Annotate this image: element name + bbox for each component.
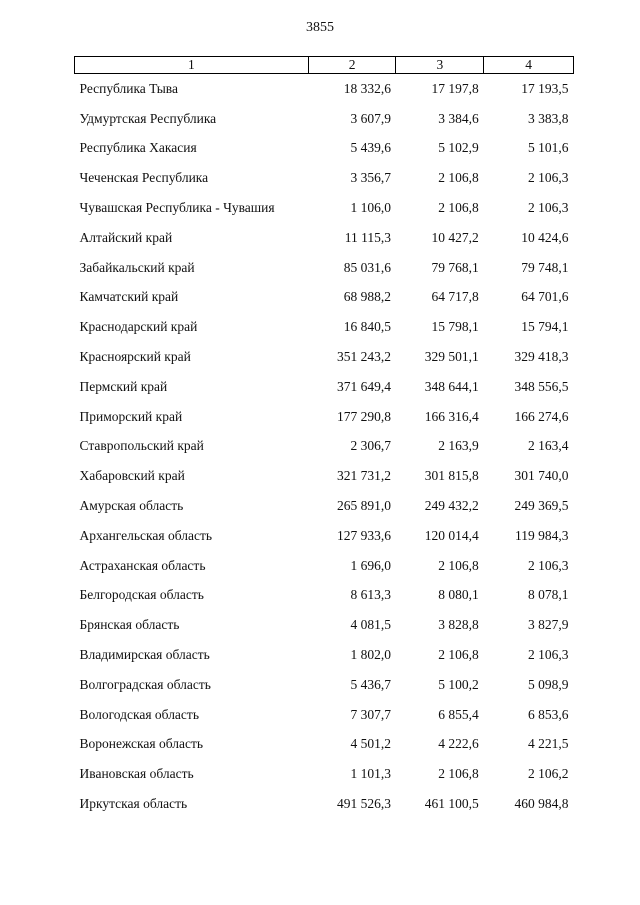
value-col-2-cell: 1 802,0 (350, 647, 391, 663)
value-col-3-cell: 5 102,9 (438, 140, 479, 156)
value-col-2-cell: 7 307,7 (350, 706, 391, 722)
value-col-2-cell: 2 306,7 (350, 438, 391, 454)
value-col-3-cell: 4 222,6 (438, 736, 479, 752)
value-col-4-cell: 4 221,5 (528, 736, 569, 752)
value-col-4-cell: 2 106,3 (528, 647, 569, 663)
value-col-3-cell: 5 100,2 (438, 676, 479, 692)
region-name-cell: Республика Хакасия (79, 140, 197, 156)
value-col-2-cell: 1 696,0 (350, 557, 391, 573)
region-name-cell: Краснодарский край (79, 319, 198, 335)
value-col-4-cell: 6 853,6 (528, 706, 569, 722)
table-row (75, 700, 574, 730)
value-col-2-cell: 1 106,0 (350, 200, 391, 216)
value-col-2-cell: 3 356,7 (350, 170, 391, 186)
value-col-3-cell: 2 106,8 (438, 200, 479, 216)
table-row (75, 581, 574, 611)
value-col-3-cell: 2 106,8 (438, 557, 479, 573)
header-col-2: 2 (308, 57, 396, 74)
value-col-2-cell: 5 436,7 (350, 676, 391, 692)
table-row (75, 759, 574, 789)
value-col-3-cell: 10 427,2 (431, 229, 479, 245)
value-col-3-cell: 2 106,8 (438, 170, 479, 186)
value-col-3-cell: 15 798,1 (431, 319, 479, 335)
value-col-2-cell: 265 891,0 (336, 498, 391, 514)
region-name-cell: Чувашская Республика - Чувашия (79, 200, 275, 216)
value-col-4-cell: 2 163,4 (528, 438, 569, 454)
table-row (75, 670, 574, 700)
region-name-cell: Архангельская область (79, 527, 213, 543)
value-col-2-cell: 68 988,2 (343, 289, 391, 305)
value-col-4-cell: 329 418,3 (514, 349, 569, 365)
value-col-4-cell: 301 740,0 (514, 468, 569, 484)
value-col-3-cell: 329 501,1 (424, 349, 479, 365)
table-header (75, 57, 574, 74)
region-name-cell: Республика Тыва (79, 80, 178, 96)
value-col-3-cell: 2 163,9 (438, 438, 479, 454)
value-col-4-cell: 119 984,3 (515, 527, 569, 543)
value-col-3-cell: 166 316,4 (424, 408, 479, 424)
value-col-3-cell: 348 644,1 (424, 378, 479, 394)
region-name-cell: Приморский край (79, 408, 183, 424)
value-col-2-cell: 127 933,6 (336, 527, 391, 543)
value-col-4-cell: 5 098,9 (528, 676, 569, 692)
value-col-2-cell: 4 501,2 (350, 736, 391, 752)
value-col-2-cell: 11 115,3 (344, 229, 391, 245)
value-col-4-cell: 10 424,6 (521, 229, 569, 245)
region-name-cell: Алтайский край (79, 229, 173, 245)
value-col-4-cell: 166 274,6 (514, 408, 569, 424)
value-col-3-cell: 3 828,8 (438, 617, 479, 633)
table-row (75, 163, 574, 193)
value-col-2-cell: 5 439,6 (350, 140, 391, 156)
value-col-2-cell: 177 290,8 (336, 408, 391, 424)
value-col-4-cell: 249 369,5 (514, 498, 569, 514)
table-row (75, 789, 574, 819)
table-row (75, 253, 574, 283)
value-col-4-cell: 2 106,3 (528, 557, 569, 573)
value-col-3-cell: 6 855,4 (438, 706, 479, 722)
value-col-4-cell: 2 106,3 (528, 200, 569, 216)
header-col-4: 4 (484, 57, 574, 74)
table-row (75, 640, 574, 670)
region-name-cell: Волгоградская область (79, 676, 211, 692)
value-col-3-cell: 120 014,4 (424, 527, 479, 543)
value-col-4-cell: 348 556,5 (514, 378, 569, 394)
value-col-4-cell: 3 827,9 (528, 617, 569, 633)
table-row (75, 134, 574, 164)
region-name-cell: Хабаровский край (79, 468, 185, 484)
region-name-cell: Ставропольский край (79, 438, 204, 454)
table-row (75, 223, 574, 253)
table-row (75, 521, 574, 551)
region-name-cell: Амурская область (79, 498, 184, 514)
region-name-cell: Астраханская область (79, 557, 206, 573)
table-row (75, 193, 574, 223)
value-col-3-cell: 2 106,8 (438, 647, 479, 663)
region-name-cell: Камчатский край (79, 289, 179, 305)
value-col-2-cell: 351 243,2 (336, 349, 391, 365)
value-col-3-cell: 79 768,1 (431, 259, 479, 275)
value-col-2-cell: 371 649,4 (336, 378, 391, 394)
value-col-4-cell: 8 078,1 (528, 587, 569, 603)
value-col-2-cell: 85 031,6 (343, 259, 391, 275)
region-name-cell: Белгородская область (79, 587, 204, 603)
table-row (75, 610, 574, 640)
region-name-cell: Брянская область (79, 617, 180, 633)
region-name-cell: Удмуртская Республика (79, 110, 217, 126)
value-col-2-cell: 8 613,3 (350, 587, 391, 603)
table-row (75, 342, 574, 372)
region-name-cell: Вологодская область (79, 706, 199, 722)
value-col-3-cell: 17 197,8 (431, 80, 479, 96)
value-col-3-cell: 2 106,8 (438, 766, 479, 782)
value-col-4-cell: 2 106,2 (528, 766, 569, 782)
value-col-4-cell: 5 101,6 (528, 140, 569, 156)
value-col-4-cell: 15 794,1 (521, 319, 569, 335)
region-name-cell: Пермский край (79, 378, 168, 394)
value-col-2-cell: 4 081,5 (350, 617, 391, 633)
table-row (75, 402, 574, 432)
table-row (75, 283, 574, 313)
value-col-2-cell: 16 840,5 (343, 319, 391, 335)
region-name-cell: Забайкальский край (79, 259, 195, 275)
header-col-3: 3 (396, 57, 484, 74)
value-col-4-cell: 79 748,1 (521, 259, 569, 275)
region-name-cell: Иркутская область (79, 796, 188, 812)
table-row (75, 730, 574, 760)
table-body (75, 74, 574, 819)
value-col-4-cell: 3 383,8 (528, 110, 569, 126)
value-col-2-cell: 3 607,9 (350, 110, 391, 126)
value-col-4-cell: 17 193,5 (521, 80, 569, 96)
value-col-4-cell: 460 984,8 (514, 796, 569, 812)
table-row (75, 432, 574, 462)
data-table (74, 56, 574, 819)
table-row (75, 491, 574, 521)
value-col-2-cell: 491 526,3 (336, 796, 391, 812)
value-col-2-cell: 18 332,6 (343, 80, 391, 96)
value-col-3-cell: 64 717,8 (431, 289, 479, 305)
value-col-4-cell: 2 106,3 (528, 170, 569, 186)
table-row (75, 372, 574, 402)
table-row (75, 74, 574, 104)
region-name-cell: Воронежская область (79, 736, 204, 752)
value-col-3-cell: 249 432,2 (424, 498, 479, 514)
region-name-cell: Владимирская область (79, 647, 210, 663)
header-col-1: 1 (75, 57, 309, 74)
table-row (75, 104, 574, 134)
value-col-3-cell: 8 080,1 (438, 587, 479, 603)
region-name-cell: Ивановская область (79, 766, 194, 782)
region-name-cell: Красноярский край (79, 349, 191, 365)
table-row (75, 312, 574, 342)
page-number: 3855 (306, 20, 334, 35)
value-col-3-cell: 301 815,8 (424, 468, 479, 484)
value-col-2-cell: 1 101,3 (350, 766, 391, 782)
value-col-3-cell: 461 100,5 (424, 796, 479, 812)
value-col-4-cell: 64 701,6 (521, 289, 569, 305)
region-name-cell: Чеченская Республика (79, 170, 209, 186)
table-row (75, 551, 574, 581)
value-col-3-cell: 3 384,6 (438, 110, 479, 126)
table-row (75, 461, 574, 491)
header-row (75, 57, 574, 74)
value-col-2-cell: 321 731,2 (336, 468, 391, 484)
